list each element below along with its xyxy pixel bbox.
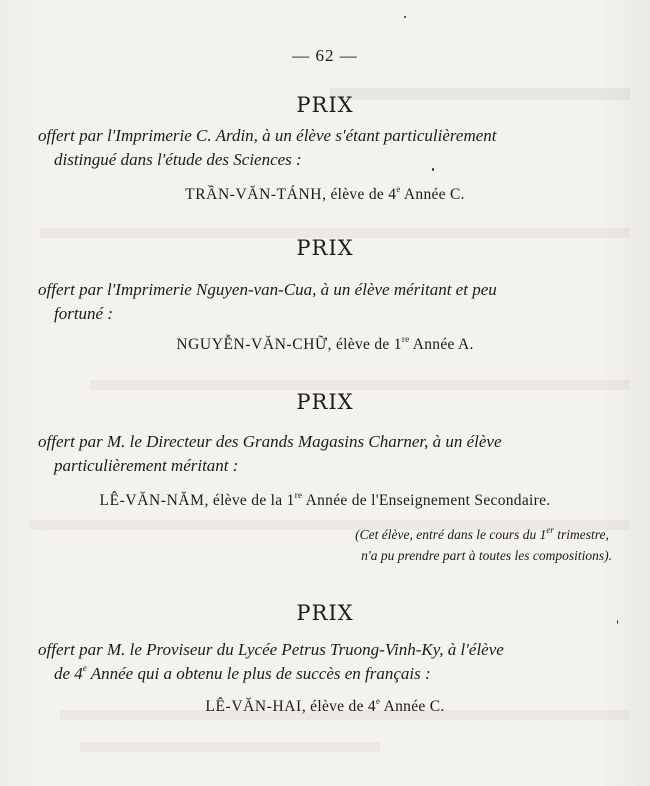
prize-4-winner-class-post: Année C. [380, 698, 445, 715]
prize-3-desc-line1: offert par M. le Directeur des Grands Magasins Charner, à un élève [38, 432, 502, 451]
prize-3-winner-sup: re [294, 489, 303, 500]
prize-4-winner [0, 695, 650, 716]
prize-3-note [355, 524, 612, 566]
prize-3-desc-line2: particulièrement méritant : [54, 456, 239, 475]
prize-3-note-line1-sup: er [546, 524, 554, 535]
prize-4-desc-line2-sup: e [82, 663, 87, 674]
prize-1-winner-sup: e [396, 183, 401, 194]
prize-1-winner [0, 183, 650, 204]
ink-speck [432, 168, 434, 171]
ink-speck [404, 16, 406, 18]
prize-1-desc-line1: offert par l'Imprimerie C. Ardin, à un élève s'étant particulièrement [38, 126, 497, 145]
prize-3-winner-name: LÊ-VĂN-NĂM [99, 492, 205, 509]
prize-4-desc-line2-post: Année qui a obtenu le plus de succès en français : [86, 664, 431, 683]
prize-4-winner-name: LÊ-VĂN-HAI [205, 698, 302, 715]
prize-2-winner-sup: re [401, 333, 410, 344]
prize-4-desc-line1: offert par M. le Proviseur du Lycée Petrus Truong-Vinh-Ky, à l'élève [38, 640, 504, 659]
prize-2-desc-line2: fortuné : [54, 304, 114, 323]
prize-3-note-line1-post: trimestre, [553, 527, 609, 542]
prize-4-winner-class-pre: , élève de 4 [301, 698, 376, 715]
prize-2-desc-line1: offert par l'Imprimerie Nguyen-van-Cua, à un élève méritant et peu [38, 280, 497, 299]
prize-4-desc-line2-pre: de 4 [54, 664, 83, 683]
ink-speck [617, 620, 618, 624]
prize-3-note-line2: n'a pu prendre part à toutes les compositions). [361, 548, 612, 563]
prize-1-desc-line2: distingué dans l'étude des Sciences : [54, 150, 302, 169]
prize-4-winner-sup: e [376, 695, 381, 706]
prize-1-winner-name: TRẦN-VĂN-TÁNH [185, 186, 323, 203]
prize-1-title: PRIX [296, 93, 354, 117]
prize-1-winner-class-post: Année C. [400, 186, 465, 203]
page-number: — 62 — [292, 46, 358, 65]
prize-2-winner-name: NGUYỄN-VĂN-CHỮ [176, 336, 328, 353]
prize-3-winner-class-pre: , élève de la 1 [204, 492, 295, 509]
prize-2-winner-class-pre: , élève de 1 [327, 336, 402, 353]
prize-3-winner-class-post: Année de l'Enseignement Secondaire. [302, 492, 551, 509]
prize-1-winner-class-pre: , élève de 4 [322, 186, 397, 203]
prize-2-title: PRIX [296, 236, 354, 260]
prize-3-note-line1-pre: (Cet élève, entré dans le cours du 1 [355, 527, 547, 542]
prize-3-winner [0, 489, 650, 510]
prize-2-winner-class-post: Année A. [409, 336, 474, 353]
prize-2-winner [0, 333, 650, 354]
prize-4-desc-line2 [54, 662, 431, 686]
prize-3-title: PRIX [296, 390, 354, 414]
prize-3-note-line1 [355, 524, 612, 545]
prize-4-title: PRIX [296, 601, 354, 625]
